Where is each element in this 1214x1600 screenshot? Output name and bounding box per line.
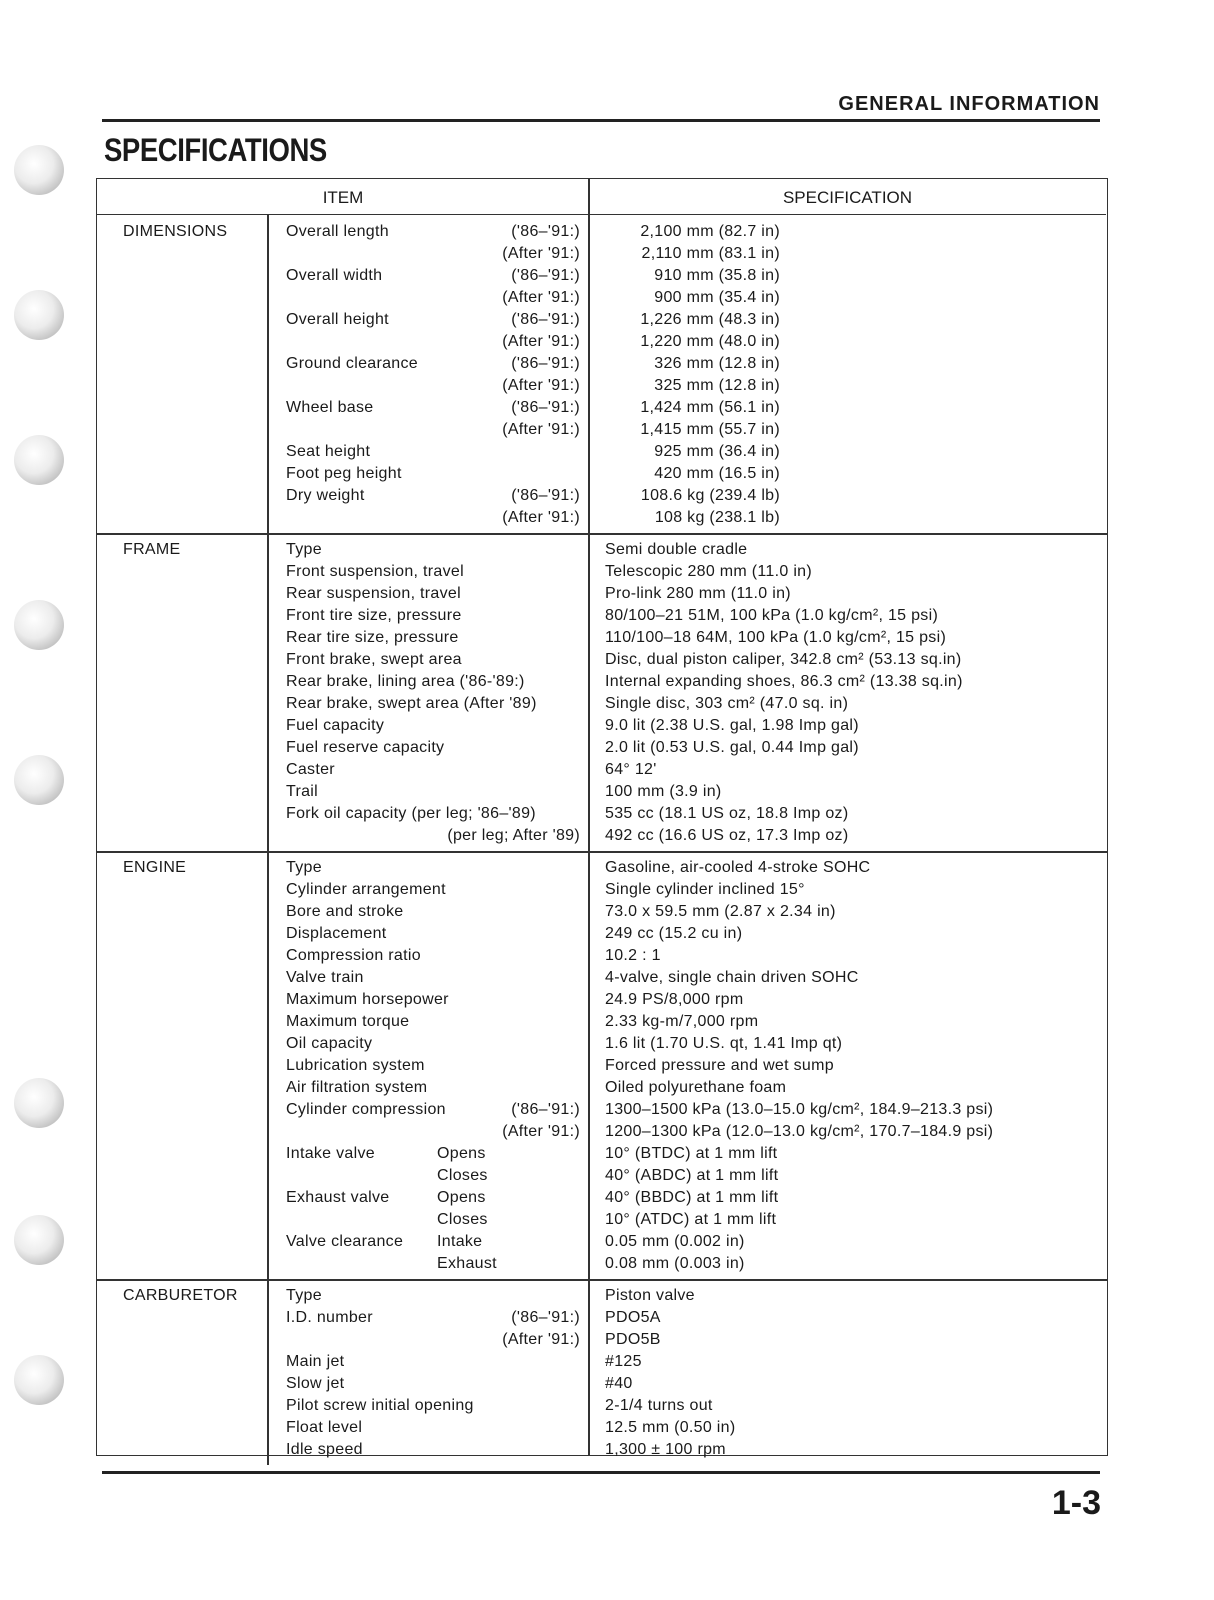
spec-value: 1,300 ± 100 rpm — [605, 1441, 726, 1458]
spec-label: Fuel reserve capacity — [286, 739, 445, 756]
spec-value: 1,226 mm (48.3 in) — [640, 311, 780, 328]
spec-value: 24.9 PS/8,000 rpm — [605, 991, 744, 1008]
footer-rule — [102, 1471, 1100, 1474]
section-name: DIMENSIONS — [123, 223, 228, 240]
spec-qualifier: (After '91:) — [502, 421, 580, 438]
column-divider — [588, 179, 590, 1455]
spec-value: 420 mm (16.5 in) — [654, 465, 780, 482]
section-header: GENERAL INFORMATION — [838, 93, 1100, 115]
spec-label: Cylinder arrangement — [286, 881, 446, 898]
spec-value: PDO5B — [605, 1331, 661, 1348]
spec-label: Caster — [286, 761, 335, 778]
section-separator — [97, 533, 1107, 535]
spec-value: Telescopic 280 mm (11.0 in) — [605, 563, 812, 580]
spec-value: 40° (ABDC) at 1 mm lift — [605, 1167, 779, 1184]
section-divider — [267, 851, 269, 1279]
spec-label: Rear suspension, travel — [286, 585, 461, 602]
spec-label: Overall width — [286, 267, 383, 284]
spec-qualifier: (After '91:) — [502, 377, 580, 394]
spec-value: 110/100–18 64M, 100 kPa (1.0 kg/cm², 15 psi) — [605, 629, 947, 646]
spec-value: #125 — [605, 1353, 642, 1370]
spec-label: Overall length — [286, 223, 389, 240]
spec-label: Float level — [286, 1419, 363, 1436]
spec-value: Semi double cradle — [605, 541, 748, 558]
binder-hole — [14, 145, 64, 195]
spec-label: Maximum torque — [286, 1013, 410, 1030]
spec-qualifier: ('86–'91:) — [511, 311, 580, 328]
spec-label: Exhaust valve — [286, 1189, 390, 1206]
spec-value: Pro-link 280 mm (11.0 in) — [605, 585, 791, 602]
spec-value: PDO5A — [605, 1309, 661, 1326]
section-divider — [267, 533, 269, 851]
section-divider — [267, 1279, 269, 1465]
section-name: FRAME — [123, 541, 181, 558]
spec-value: 64° 12' — [605, 761, 657, 778]
spec-value: 325 mm (12.8 in) — [654, 377, 780, 394]
spec-value: #40 — [605, 1375, 633, 1392]
spec-label: Fork oil capacity (per leg; '86–'89) — [286, 805, 536, 822]
spec-value: 492 cc (16.6 US oz, 17.3 Imp oz) — [605, 827, 849, 844]
spec-value: 925 mm (36.4 in) — [654, 443, 780, 460]
spec-value: 0.05 mm (0.002 in) — [605, 1233, 745, 1250]
spec-label: Displacement — [286, 925, 387, 942]
spec-qualifier: (After '91:) — [502, 289, 580, 306]
spec-label: Pilot screw initial opening — [286, 1397, 474, 1414]
spec-value: 1,415 mm (55.7 in) — [640, 421, 780, 438]
spec-qualifier: (After '91:) — [502, 509, 580, 526]
spec-sub-label: Closes — [437, 1167, 488, 1184]
spec-value: Single disc, 303 cm² (47.0 sq. in) — [605, 695, 849, 712]
spec-qualifier: ('86–'91:) — [511, 1309, 580, 1326]
spec-value: 1200–1300 kPa (12.0–13.0 kg/cm², 170.7–184.9 psi) — [605, 1123, 994, 1140]
spec-label: Front brake, swept area — [286, 651, 462, 668]
spec-value: 80/100–21 51M, 100 kPa (1.0 kg/cm², 15 psi) — [605, 607, 939, 624]
spec-label: Air filtration system — [286, 1079, 428, 1096]
spec-qualifier: ('86–'91:) — [511, 399, 580, 416]
spec-label: Type — [286, 859, 322, 876]
spec-value: 10° (BTDC) at 1 mm lift — [605, 1145, 778, 1162]
spec-label: Maximum horsepower — [286, 991, 449, 1008]
spec-label: Lubrication system — [286, 1057, 425, 1074]
spec-label: Foot peg height — [286, 465, 402, 482]
spec-label: Front tire size, pressure — [286, 607, 462, 624]
spec-value: 10° (ATDC) at 1 mm lift — [605, 1211, 777, 1228]
spec-value: Internal expanding shoes, 86.3 cm² (13.38 sq.in) — [605, 673, 963, 690]
spec-label: Fuel capacity — [286, 717, 385, 734]
spec-label: I.D. number — [286, 1309, 373, 1326]
spec-sub-label: Intake — [437, 1233, 483, 1250]
column-header-item: ITEM — [97, 179, 589, 215]
spec-value: 73.0 x 59.5 mm (2.87 x 2.34 in) — [605, 903, 836, 920]
spec-value: 108 kg (238.1 lb) — [654, 509, 780, 526]
spec-label: Rear brake, lining area ('86-'89:) — [286, 673, 525, 690]
spec-value: 2,110 mm (83.1 in) — [641, 245, 780, 262]
spec-sub-label: Exhaust — [437, 1255, 497, 1272]
spec-value: Gasoline, air-cooled 4-stroke SOHC — [605, 859, 871, 876]
section-name: CARBURETOR — [123, 1287, 238, 1304]
section-separator — [97, 851, 1107, 853]
spec-label: Seat height — [286, 443, 371, 460]
spec-qualifier: (After '91:) — [502, 1331, 580, 1348]
spec-value: 40° (BBDC) at 1 mm lift — [605, 1189, 779, 1206]
spec-value: 326 mm (12.8 in) — [654, 355, 780, 372]
spec-qualifier: ('86–'91:) — [511, 355, 580, 372]
spec-label: Valve train — [286, 969, 364, 986]
spec-value: 10.2 : 1 — [605, 947, 661, 964]
binder-hole — [14, 435, 64, 485]
header-rule — [102, 119, 1100, 122]
spec-value: 0.08 mm (0.003 in) — [605, 1255, 745, 1272]
spec-label: Main jet — [286, 1353, 345, 1370]
spec-label: Overall height — [286, 311, 389, 328]
spec-value: 900 mm (35.4 in) — [654, 289, 780, 306]
spec-value: 12.5 mm (0.50 in) — [605, 1419, 736, 1436]
section-separator — [97, 1279, 1107, 1281]
spec-sub-label: Closes — [437, 1211, 488, 1228]
spec-value: 2.33 kg-m/7,000 rpm — [605, 1013, 759, 1030]
spec-qualifier: (After '91:) — [502, 245, 580, 262]
spec-qualifier: ('86–'91:) — [511, 1101, 580, 1118]
spec-label: Type — [286, 541, 322, 558]
spec-label: Slow jet — [286, 1375, 345, 1392]
spec-label: Idle speed — [286, 1441, 363, 1458]
spec-label: Dry weight — [286, 487, 365, 504]
spec-value: Oiled polyurethane foam — [605, 1079, 787, 1096]
spec-value: 1300–1500 kPa (13.0–15.0 kg/cm², 184.9–213.3 psi) — [605, 1101, 994, 1118]
spec-value: 535 cc (18.1 US oz, 18.8 Imp oz) — [605, 805, 849, 822]
spec-sub-label: Opens — [437, 1189, 486, 1206]
spec-value: 9.0 lit (2.38 U.S. gal, 1.98 Imp gal) — [605, 717, 859, 734]
spec-label: Bore and stroke — [286, 903, 404, 920]
binder-hole — [14, 600, 64, 650]
spec-value: Piston valve — [605, 1287, 695, 1304]
spec-label: Type — [286, 1287, 322, 1304]
spec-label: Front suspension, travel — [286, 563, 464, 580]
spec-qualifier: (After '91:) — [502, 1123, 580, 1140]
spec-value: Single cylinder inclined 15° — [605, 881, 805, 898]
spec-value: 249 cc (15.2 cu in) — [605, 925, 743, 942]
spec-qualifier: ('86–'91:) — [511, 487, 580, 504]
binder-hole — [14, 755, 64, 805]
binder-hole — [14, 290, 64, 340]
spec-value: 1,424 mm (56.1 in) — [640, 399, 780, 416]
spec-value: 1,220 mm (48.0 in) — [640, 333, 780, 350]
spec-value: 4-valve, single chain driven SOHC — [605, 969, 859, 986]
spec-label: Valve clearance — [286, 1233, 404, 1250]
spec-value: 910 mm (35.8 in) — [654, 267, 780, 284]
spec-qualifier: (per leg; After '89) — [447, 827, 580, 844]
spec-qualifier: ('86–'91:) — [511, 267, 580, 284]
column-header-specification: SPECIFICATION — [589, 179, 1106, 215]
binder-hole — [14, 1355, 64, 1405]
spec-qualifier: ('86–'91:) — [511, 223, 580, 240]
page-number: 1-3 — [1051, 1484, 1101, 1522]
binder-hole — [14, 1215, 64, 1265]
spec-value: Forced pressure and wet sump — [605, 1057, 834, 1074]
spec-label: Rear brake, swept area (After '89) — [286, 695, 537, 712]
spec-label: Ground clearance — [286, 355, 418, 372]
spec-value: 2-1/4 turns out — [605, 1397, 713, 1414]
spec-label: Wheel base — [286, 399, 374, 416]
spec-value: Disc, dual piston caliper, 342.8 cm² (53.13 sq.in) — [605, 651, 962, 668]
page-title: SPECIFICATIONS — [104, 132, 327, 168]
spec-value: 100 mm (3.9 in) — [605, 783, 722, 800]
spec-label: Trail — [286, 783, 319, 800]
spec-label: Intake valve — [286, 1145, 375, 1162]
spec-sub-label: Opens — [437, 1145, 486, 1162]
spec-qualifier: (After '91:) — [502, 333, 580, 350]
spec-label: Cylinder compression — [286, 1101, 446, 1118]
binder-hole — [14, 1078, 64, 1128]
specifications-table — [96, 178, 1108, 1456]
spec-label: Rear tire size, pressure — [286, 629, 459, 646]
spec-value: 2.0 lit (0.53 U.S. gal, 0.44 Imp gal) — [605, 739, 859, 756]
section-divider — [267, 215, 269, 533]
section-name: ENGINE — [123, 859, 187, 876]
spec-label: Oil capacity — [286, 1035, 373, 1052]
spec-label: Compression ratio — [286, 947, 421, 964]
spec-value: 108.6 kg (239.4 lb) — [640, 487, 780, 504]
spec-value: 2,100 mm (82.7 in) — [640, 223, 780, 240]
spec-value: 1.6 lit (1.70 U.S. qt, 1.41 Imp qt) — [605, 1035, 843, 1052]
